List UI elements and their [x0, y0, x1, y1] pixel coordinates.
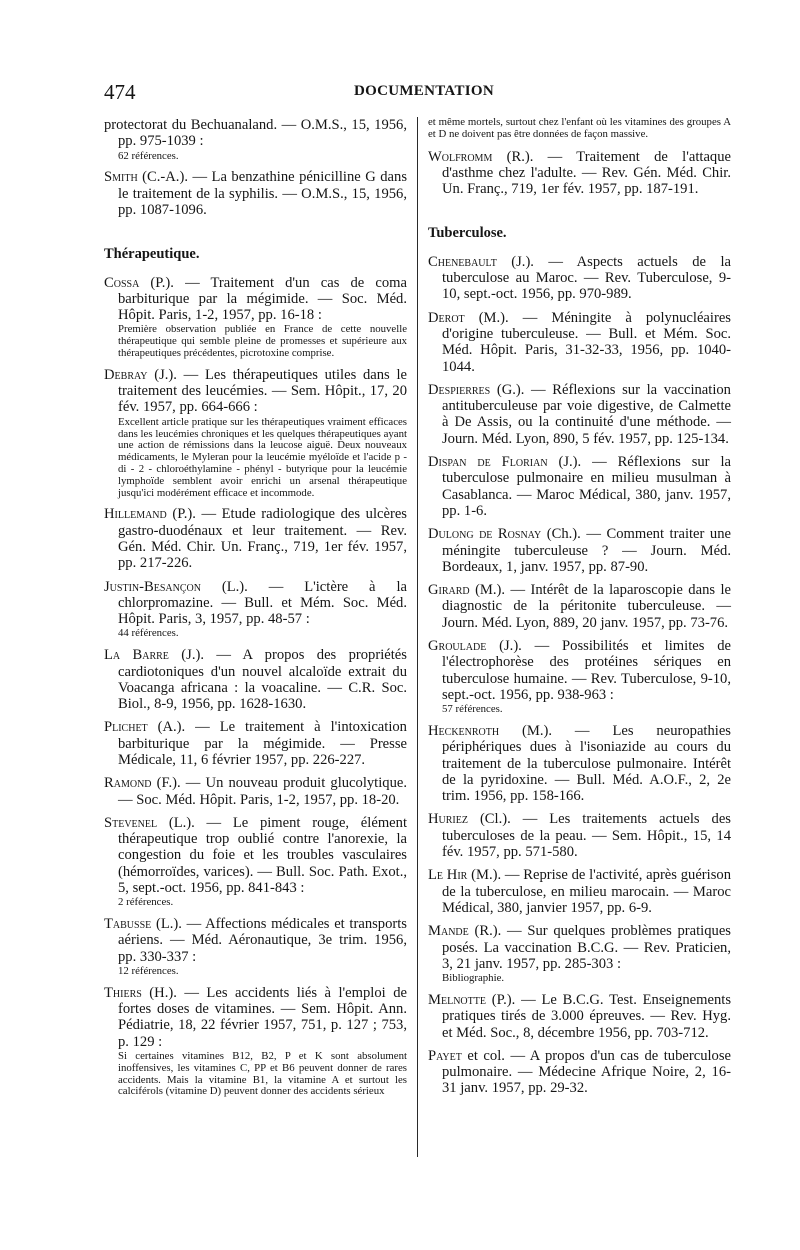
entry-author: Le Hir [428, 867, 468, 884]
entry-text: — Le B.C.G. Test. Enseignements pratiques tirés de 3.000 épreuves. — Rev. Hyg. et Méd. Soc., 8, décembre 1956, pp. 703-712. [442, 991, 731, 1041]
bibliography-entry [104, 117, 407, 162]
page-header [104, 80, 744, 102]
entry-author: Ramond [104, 775, 152, 792]
bibliography-entry [104, 916, 407, 978]
entry-text: — Les traitements actuels des tuberculoses de la peau. — Sem. Hôpit., 15, 14 fév. 1957, pp. 571-580. [442, 811, 731, 861]
continuation-note: et même mortels, surtout chez l'enfant où les vitamines des groupes A et D ne doivent pas être données de façon massive. [428, 116, 731, 140]
entry-author: Tabusse [104, 916, 152, 933]
entry-author-initials: (L.). [157, 814, 195, 831]
left-column [104, 117, 407, 1105]
right-entries [428, 254, 731, 1097]
entry-note: 57 références. [442, 703, 503, 716]
entry-author-initials: et col. [461, 1047, 505, 1064]
left-continuation [104, 117, 407, 218]
entry-author-initials: (Cl.). [467, 811, 511, 828]
entry-author-initials: (J.). [496, 253, 534, 270]
entry-author: Hillemand [104, 506, 167, 523]
entry-text: — Le traitement à l'intoxication barbiturique par la mégimide. — Presse Médicale, 11, 6 février 1957, pp. 226-227. [118, 719, 407, 768]
section-title-therapeutique: Thérapeutique. [104, 246, 200, 263]
entry-text: — Le piment rouge, élément thérapeutique trop oublié contre l'anorexie, la congestion du foie et les troubles vasculaires (hémorroïdes, varices). — Bull. Soc. Path. Exot., 5, sept.-oct. 1956, pp. 841-843 : [118, 814, 407, 897]
entry-author: Huriez [428, 811, 468, 828]
entry-author: Dulong de Rosnay [428, 526, 542, 543]
entry-author: Stevenel [104, 814, 158, 831]
entry-author-initials: (F.). [151, 775, 181, 792]
entry-author: Melnotte [428, 991, 486, 1008]
entry-author-initials: (M.). [464, 309, 509, 326]
entry-author: Dispan de Florian [428, 454, 548, 471]
entry-note: Bibliographie. [442, 972, 505, 985]
entry-author-initials: (A.). [147, 719, 186, 736]
page-number: 474 [104, 80, 136, 104]
entry-author: Groulade [428, 638, 487, 655]
bibliography-entry [428, 811, 731, 860]
bibliography-entry [428, 526, 731, 575]
section-title-tuberculose: Tuberculose. [428, 225, 507, 242]
entry-note: 2 références. [118, 896, 174, 909]
running-title: DOCUMENTATION [353, 83, 494, 99]
entry-author: Heckenroth [428, 723, 500, 739]
entry-text: — A propos d'un cas de tuberculose pulmonaire. — Médecine Afrique Noire, 2, 16-31 janv. 1957, pp. 29-32. [442, 1047, 732, 1097]
entry-author-initials: (M.). [467, 867, 502, 884]
entry-text: — Possibilités et limites de l'électrophorèse des protéines sériques en tuberculose humaine. — Rev. Tuberculose, 9-10, sept.-oct. 1956, pp. 938-963 : [442, 638, 731, 703]
entry-text: — Les thérapeutiques utiles dans le traitement des leucémies. — Sem. Hôpit., 17, 20 fév. 1957, pp. 664-666 : [118, 366, 407, 416]
entry-text: protectorat du Bechuanaland. — O.M.S., 15, 1956, pp. 975-1039 : [104, 117, 407, 150]
entry-note: 44 références. [118, 627, 179, 640]
entry-note: 62 références. [118, 149, 179, 162]
entry-author-initials: (Ch.). [541, 526, 581, 543]
entry-text: — Méningite à polynucléaires d'origine tuberculeuse. — Bull. et Mém. Soc. Méd. Hôpit. Paris, 31-32-33, 1956, pp. 1040-1044. [442, 309, 731, 375]
entry-author: Mande [428, 923, 469, 940]
entry-author: Smith [104, 169, 138, 186]
entry-author-initials: (J.). [547, 454, 582, 471]
entry-author: Cossa [104, 274, 140, 291]
entry-note: Si certaines vitamines B12, B2, P et K sont absolument inoffensives, les vitamines C, PP et B6 peuvent donner de rares accidents. Mais la vitamine B1, la vitamine A et surtout les calciférols (vitamine D) peuvent donner des accidents sérieux [118, 1050, 407, 1098]
bibliography-entry [104, 275, 407, 360]
entry-author-initials: (P.). [166, 506, 196, 523]
entry-author-initials: (J.). [486, 638, 522, 655]
entry-author-initials: (H.). [141, 984, 177, 1001]
entry-author-initials: (M.). [499, 723, 553, 739]
entry-author: Despierres [428, 381, 491, 398]
entry-text: — Réflexions sur la vaccination antituberculeuse par voie digestive, de Calmette à De Assis, ou la continuité d'une méthode. — Journ. Méd. Lyon, 890, 5 fév. 1957, pp. 125-134. [442, 381, 731, 447]
entry-author: Wolfromm [428, 148, 493, 165]
bibliography-entry [428, 1048, 731, 1097]
entry-author: Justin-Besançon [104, 578, 201, 595]
entry-author-initials: (L.). [151, 916, 182, 933]
entry-author: Girard [428, 582, 470, 599]
bibliography-entry [104, 579, 407, 641]
entry-text: — Aspects actuels de la tuberculose au Maroc. — Rev. Tuberculose, 9-10, sept.-oct. 1956, pp. 970-989. [442, 253, 731, 303]
entry-text: — Traitement d'un cas de coma barbiturique par la mégimide. — Soc. Méd. Hôpit. Paris, 1-2, 1957, pp. 16-18 : [118, 274, 407, 324]
bibliography-entry [428, 149, 731, 198]
bibliography-entry [104, 506, 407, 571]
right-pre-entries [428, 149, 731, 198]
entry-author-initials: (R.). [468, 923, 502, 940]
column-divider [417, 117, 418, 1157]
entry-author: Derot [428, 309, 465, 326]
entry-text: — Réflexions sur la tuberculose pulmonaire en milieu musulman à Casablanca. — Maroc Médical, 380, janv. 1957, pp. 1-6. [442, 454, 731, 519]
left-entries [104, 275, 407, 1099]
bibliography-entry [428, 254, 731, 303]
entry-text: — Affections médicales et transports aériens. — Méd. Aéronautique, 3e trim. 1956, pp. 330-337 : [118, 916, 407, 965]
bibliography-entry [428, 923, 731, 985]
bibliography-entry [104, 775, 407, 808]
entry-text: — Etude radiologique des ulcères gastro-duodénaux et leur traitement. — Rev. Gén. Méd. Chir. Un. Franç., 719, 1er fév. 1957, pp. 217-226. [118, 506, 407, 572]
bibliography-entry [104, 367, 407, 499]
entry-author: Debray [104, 366, 148, 383]
right-column [428, 117, 731, 1104]
entry-author-initials: (R.). [492, 148, 534, 165]
bibliography-entry [428, 638, 731, 716]
bibliography-entry [104, 719, 407, 768]
bibliography-entry [104, 985, 407, 1098]
entry-author-initials: (J.). [168, 647, 204, 664]
bibliography-entry [428, 867, 731, 916]
entry-author: Plichet [104, 719, 148, 736]
entry-text: — Un nouveau produit glucolytique. — Soc. Méd. Hôpit. Paris, 1-2, 1957, pp. 18-20. [118, 775, 407, 808]
bibliography-entry [428, 454, 731, 519]
bibliography-entry [104, 169, 407, 218]
bibliography-entry [428, 723, 731, 804]
entry-text: — Sur quelques problèmes pratiques posés. La vaccination B.C.G. — Rev. Praticien, 3, 21 janv. 1957, pp. 285-303 : [442, 923, 731, 972]
entry-note: Excellent article pratique sur les thérapeutiques vraiment efficaces dans les leucémies chroniques et les quelques thérapeutiques ayant une action de rémissions dans la leucose aiguë. Deux nouveaux médicaments, le Myleran pour la leucémie myéloïde et l'acide p - di - 2 - chloroéthylamine - phényl - butyrique pour la leucémie lymphoïde semblent avoir enrichi un arsenal thérapeutique jusqu'ici modérément efficace et incommode. [118, 415, 407, 499]
entry-note: Première observation publiée en France de cette nouvelle thérapeutique qui semble pleine de promesses et supérieure aux thérapeutiques précédentes, picrotoxine comprise. [118, 323, 407, 360]
entry-author: La Barre [104, 647, 169, 664]
entry-author-initials: (L.). [200, 578, 248, 595]
entry-text: — Traitement de l'attaque d'asthme chez l'adulte. — Rev. Gén. Méd. Chir. Un. Franç., 719, 1er fév. 1957, pp. 187-191. [442, 148, 731, 198]
entry-author-initials: (P.). [139, 274, 174, 291]
entry-author-initials: (J.). [147, 366, 177, 383]
bibliography-entry [428, 582, 731, 631]
entry-text: — Les neuropathies périphériques dues à l'isoniazide au cours du traitement de la tuberculose pulmonaire. Intérêt de la pyridoxine. — Bull. Méd. A.O.F., 2, 2e trim. 1956, pp. 158-166. [442, 723, 731, 805]
bibliography-entry [428, 310, 731, 375]
bibliography-entry [428, 992, 731, 1041]
entry-text: — La benzathine pénicilline G dans le traitement de la syphilis. — O.M.S., 15, 1956, pp. 1087-1096. [118, 169, 407, 218]
bibliography-entry [428, 382, 731, 447]
entry-author: Payet [428, 1047, 462, 1064]
entry-text: — Les accidents liés à l'emploi de fortes doses de vitamines. — Sem. Hôpit. Ann. Pédiatrie, 18, 22 février 1957, 751, p. 127 ; 753, p. 129 : [118, 984, 407, 1050]
entry-author-initials: (M.). [469, 582, 506, 599]
entry-author: Chenebault [428, 253, 497, 270]
entry-text: — Reprise de l'activité, après guérison de la tuberculose, en milieu marocain. — Maroc Médical, 380, janvier 1957, pp. 6-9. [442, 867, 731, 916]
entry-text: — Intérêt de la laparoscopie dans le diagnostic de la péritonite tuberculeuse. — Journ. Méd. Lyon, 889, 20 janv. 1957, pp. 73-76. [442, 582, 731, 631]
bibliography-entry [104, 815, 407, 909]
bibliography-entry [104, 647, 407, 712]
entry-text: — A propos des propriétés cardiotoniques d'un nouvel alcaloïde extrait du Voacanga africana : la voacaline. — C.R. Soc. Biol., 8-9, 1956, pp. 1628-1630. [118, 647, 407, 713]
entry-author-initials: (P.). [485, 991, 516, 1008]
entry-author-initials: (G.). [490, 381, 525, 398]
entry-author: Thiers [104, 984, 142, 1001]
entry-text: — Comment traiter une méningite tuberculeuse ? — Journ. Méd. Bordeaux, 1, janv. 1957, pp. 87-90. [442, 526, 731, 575]
entry-author-initials: (C.-A.). [137, 169, 188, 186]
entry-text: — L'ictère à la chlorpromazine. — Bull. et Mém. Soc. Méd. Hôpit. Paris, 3, 1957, pp. 48-57 : [118, 578, 407, 628]
entry-note: 12 références. [118, 965, 179, 978]
